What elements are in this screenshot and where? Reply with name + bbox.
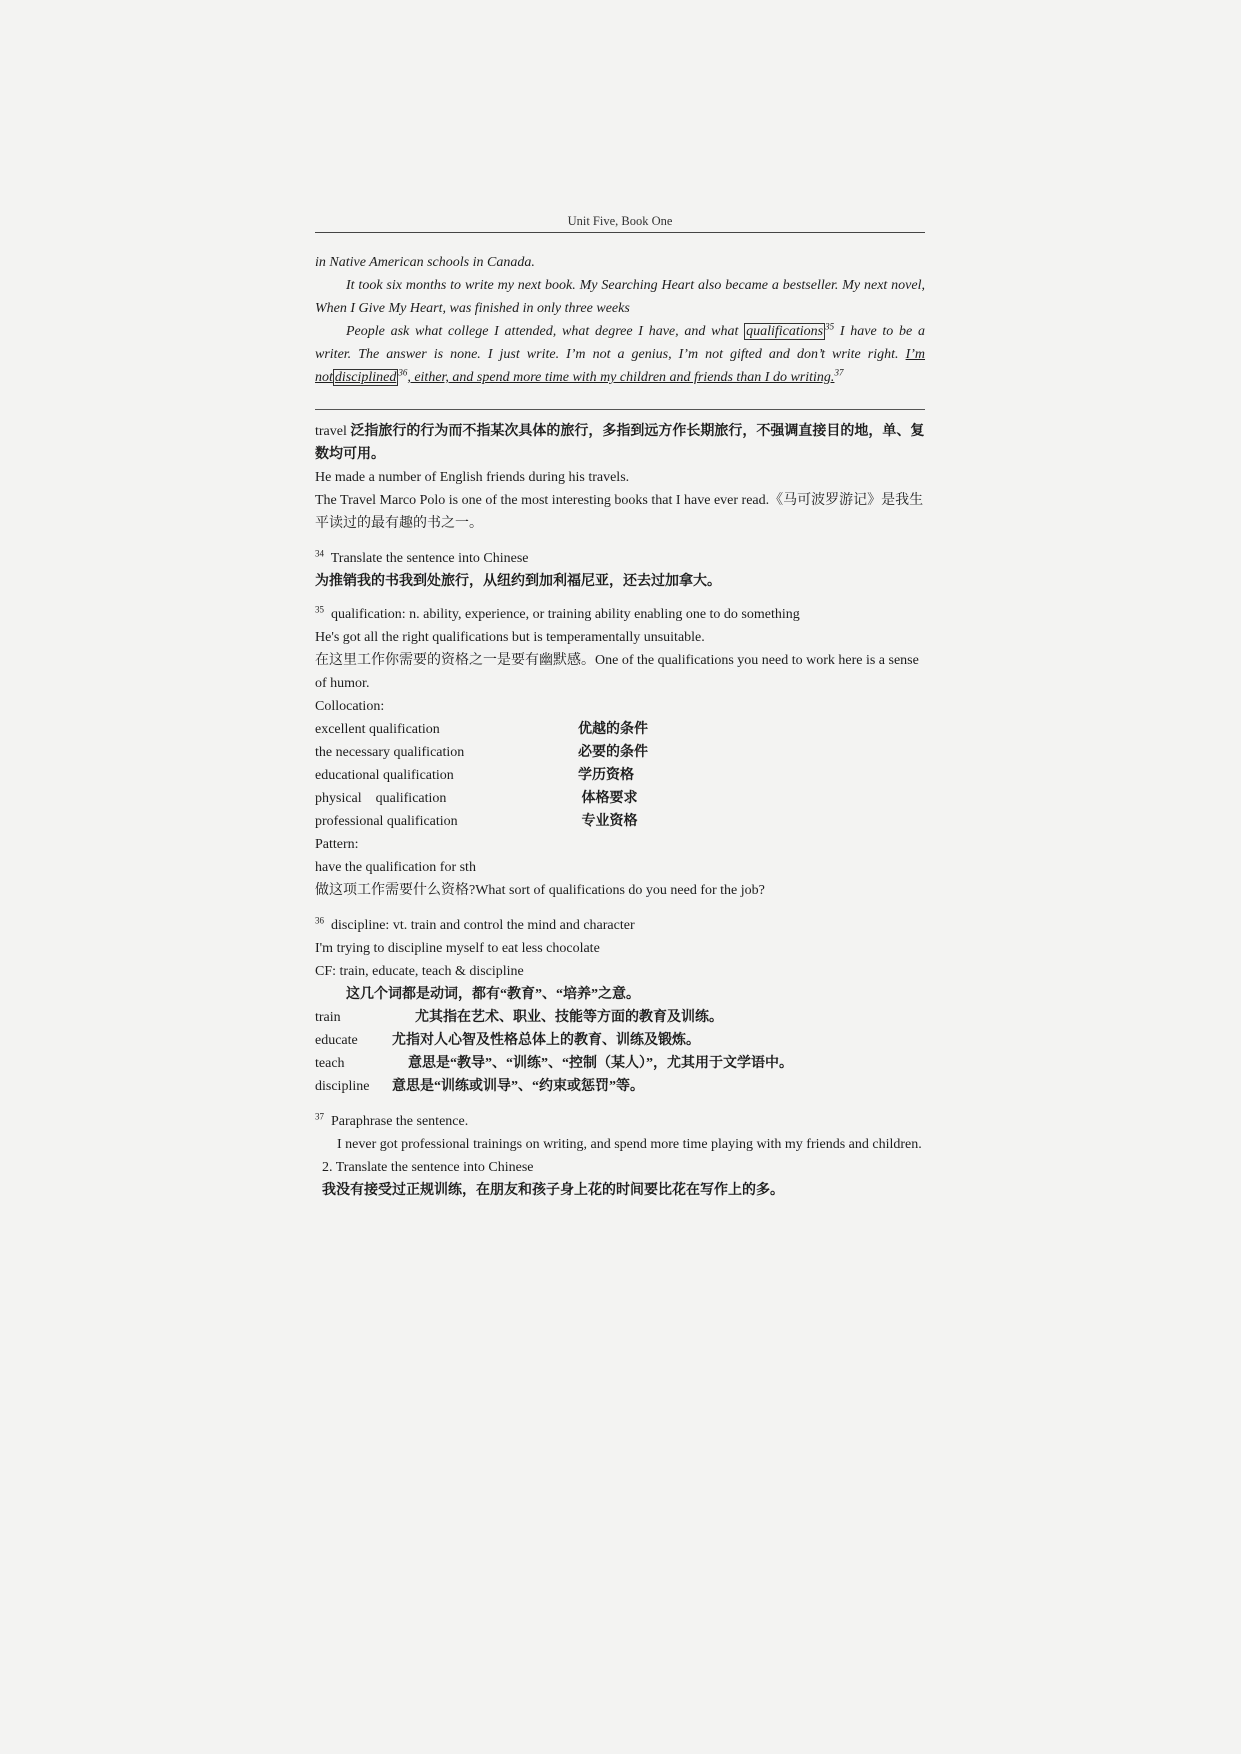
note-34-label	[315, 547, 925, 570]
travel-example-1: He made a number of English friends during his travels.	[315, 470, 630, 485]
cf-row	[315, 1029, 925, 1052]
travel-word: travel	[315, 424, 347, 439]
note-37-text: Paraphrase the sentence.	[331, 1114, 469, 1129]
underlined-sentence-a: I’m not	[315, 347, 926, 385]
cf-word: discipline	[315, 1079, 370, 1094]
collocation-zh: 学历资格	[578, 768, 634, 783]
page-content	[315, 212, 925, 1202]
collocation-en: physical qualification	[315, 791, 447, 806]
pattern-example: 做这项工作需要什么资格?What sort of qualifications do you need for the job?	[315, 883, 765, 898]
collocation-en: excellent qualification	[315, 722, 440, 737]
note-35-text: qualification: n. ability, experience, or training ability enabling one to do something	[331, 607, 800, 622]
cf-heading: 这几个词都是动词，都有“教育”、“培养”之意。	[346, 987, 640, 1002]
cf-meaning: 意思是“训练或训导”、“约束或惩罚”等。	[392, 1079, 644, 1094]
note-34-text: Translate the sentence into Chinese	[330, 551, 529, 566]
collocation-row	[315, 787, 925, 810]
footnote-ref-36: 36	[398, 367, 408, 378]
collocation-en: the necessary qualification	[315, 745, 465, 760]
cf-row	[315, 1006, 925, 1029]
pattern-label: Pattern:	[315, 837, 359, 852]
note-37-translation: 我没有接受过正规训练，在朋友和孩子身上花的时间要比花在写作上的多。	[322, 1183, 784, 1198]
note-37-item-2: 2. Translate the sentence into Chinese	[322, 1160, 534, 1175]
para3-text-b: I have to be a writer. The answer is none. I just write. I’m not a genius, I’m not gifted and don’t write right.	[315, 324, 925, 362]
main-paragraph-2: It took six months to write my next book. My Searching Heart also became a bestseller. My next novel, When I Give My Heart, was finished in only three weeks	[315, 278, 925, 316]
collocation-zh: 必要的条件	[578, 745, 648, 760]
collocation-en: educational qualification	[315, 768, 454, 783]
note-36-example: I'm trying to discipline myself to eat less chocolate	[315, 941, 600, 956]
note-35-example-1: He's got all the right qualifications but is temperamentally unsuitable.	[315, 630, 705, 645]
cf-word: train	[315, 1010, 341, 1025]
main-text	[315, 251, 925, 389]
footnote-ref-35: 35	[825, 321, 835, 332]
collocation-zh: 体格要求	[578, 791, 638, 806]
disciplined-boxed-word: disciplined	[334, 370, 397, 385]
note-35-number: 35	[315, 604, 324, 615]
qualifications-boxed-word: qualifications	[746, 324, 824, 339]
collocation-row	[315, 764, 925, 787]
note-36-definition	[315, 914, 925, 937]
pattern-text: have the qualification for sth	[315, 860, 476, 875]
note-35-example-2: 在这里工作你需要的资格之一是要有幽默感。One of the qualifications you need to work here is a sense of humor.	[315, 653, 919, 691]
running-header: Unit Five, Book One	[567, 214, 673, 228]
collocation-zh: 专业资格	[578, 814, 638, 829]
header-rule	[315, 232, 925, 233]
note-37-number: 37	[315, 1111, 324, 1122]
cf-word: educate	[315, 1033, 358, 1048]
note-34-number: 34	[315, 548, 324, 559]
para3-text-a: People ask what college I attended, what degree I have, and what	[346, 324, 745, 339]
collocation-row	[315, 810, 925, 833]
note-36-cf: CF: train, educate, teach & discipline	[315, 964, 524, 979]
notes-section	[315, 410, 925, 1202]
cf-meaning: 意思是“教导”、“训练”、“控制（某人）”，尤其用于文学语中。	[408, 1056, 793, 1071]
underlined-sentence-b: , either, and spend more time with my children and friends than I do writing.	[407, 370, 835, 385]
note-36-number: 36	[315, 915, 324, 926]
travel-definition-text: 泛指旅行的行为而不指某次具体的旅行，多指到远方作长期旅行，不强调直接目的地，单、复数均可用。	[315, 424, 925, 462]
cf-meaning: 尤指对人心智及性格总体上的教育、训练及锻炼。	[392, 1033, 700, 1048]
note-36-text: discipline: vt. train and control the mind and character	[331, 918, 635, 933]
note-37-paraphrase: I never got professional trainings on writing, and spend more time playing with my friends and children.	[337, 1137, 922, 1152]
cf-row	[315, 1052, 925, 1075]
cf-row	[315, 1075, 925, 1098]
travel-definition	[315, 420, 925, 466]
collocation-list	[315, 718, 925, 833]
main-paragraph-3	[315, 320, 925, 389]
collocation-row	[315, 741, 925, 764]
collocation-en: professional qualification	[315, 814, 458, 829]
note-37-label	[315, 1110, 925, 1133]
note-35-definition	[315, 603, 925, 626]
collocation-label: Collocation:	[315, 699, 385, 714]
cf-meaning: 尤其指在艺术、职业、技能等方面的教育及训练。	[415, 1010, 723, 1025]
travel-example-2: The Travel Marco Polo is one of the most interesting books that I have ever read.《马可波罗游记》是我生平读过的最有趣的书之一。	[315, 493, 924, 531]
main-line-1: in Native American schools in Canada.	[315, 255, 535, 270]
footnote-ref-37: 37	[834, 367, 844, 378]
note-34-translation: 为推销我的书我到处旅行，从纽约到加利福尼亚，还去过加拿大。	[315, 574, 721, 589]
collocation-zh: 优越的条件	[578, 722, 648, 737]
cf-word: teach	[315, 1056, 345, 1071]
collocation-row	[315, 718, 925, 741]
